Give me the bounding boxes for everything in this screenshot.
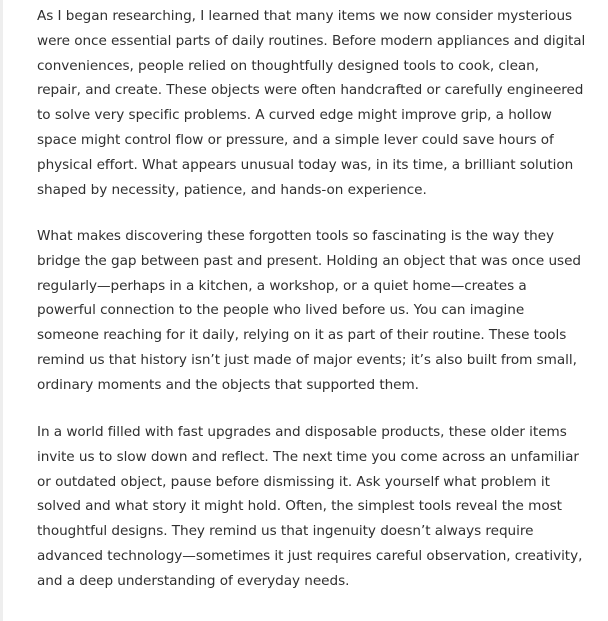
- left-edge-divider: [0, 0, 3, 621]
- article-paragraph-3: In a world filled with fast upgrades and disposable products, these older items invite us to slow down and reflect. The next time you come across an unfamiliar or outdated object, pause before dismissing it. Ask yourself what problem it solved and what story it might hold. Often, the simplest tools reveal the most thoughtful designs. They remind us that ingenuity doesn’t always require advanced technology—sometimes it just requires careful observation, creativity, and a deep understanding of everyday needs.: [37, 424, 583, 589]
- article-paragraph-2: What makes discovering these forgotten tools so fascinating is the way they bridge the gap between past and present. Holding an object that was once used regularly—perhaps in a kitchen, a workshop, or a quiet home—creates a powerful connection to the people who lived before us. You can imagine someone reaching for it daily, relying on it as part of their routine. These tools remind us that history isn’t just made of major events; it’s also built from small, ordinary moments and the objects that supported them.: [37, 228, 581, 393]
- article-body: [37, 4, 597, 594]
- article-paragraph-1: As I began researching, I learned that many items we now consider mysterious were once essential parts of daily routines. Before modern appliances and digital conveniences, people relied on thoughtfully designed tools to cook, clean, repair, and create. These objects were often handcrafted or carefully engineered to solve very specific problems. A curved edge might improve grip, a hollow space might control flow or pressure, and a simple lever could save hours of physical effort. What appears unusual today was, in its time, a brilliant solution shaped by necessity, patience, and hands-on experience.: [37, 8, 586, 198]
